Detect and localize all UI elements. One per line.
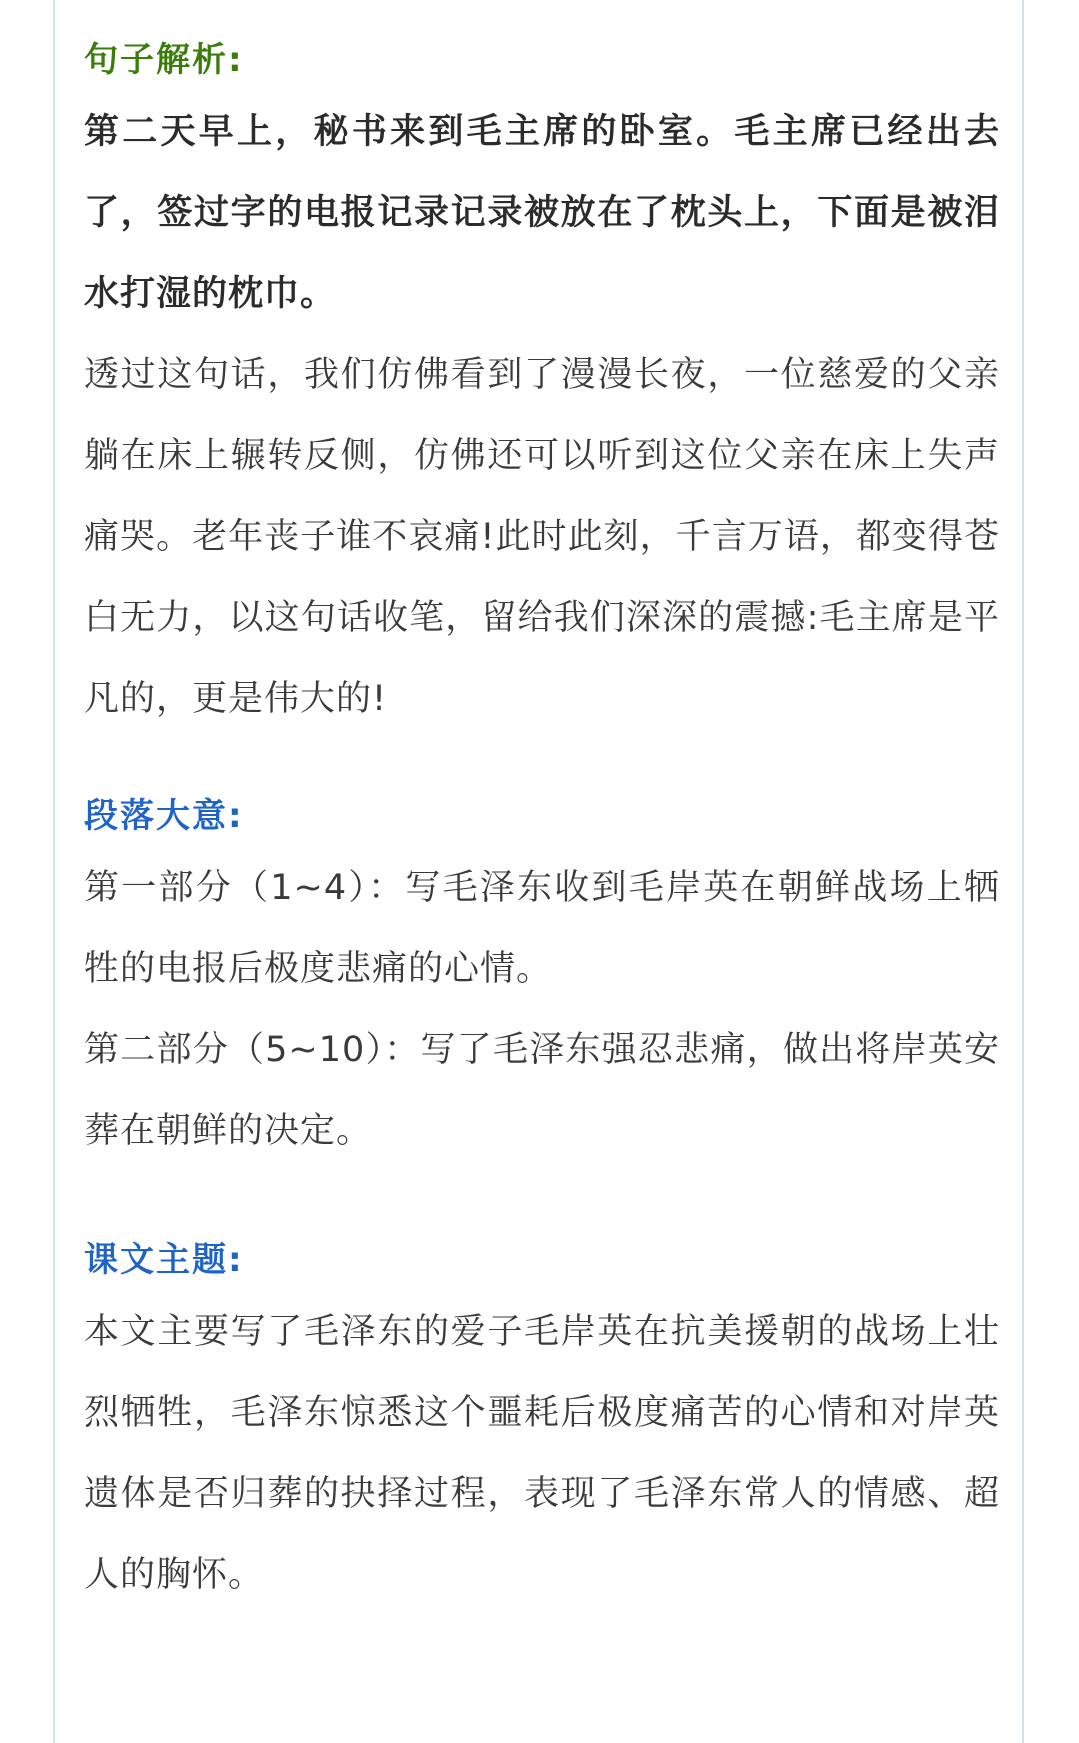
sentence-commentary: 透过这句话，我们仿佛看到了漫漫长夜，一位慈爱的父亲躺在床上辗转反侧，仿佛还可以听到这位父亲在床上失声痛哭。老年丧子谁不哀痛!此时此刻，千言万语，都变得苍白无力，以这句话收笔，留给我们深深的震撼:毛主席是平凡的，更是伟大的! [84,355,1000,719]
sentence-analysis-section [84,28,1000,740]
sentence-analysis-title: 句子解析: [84,40,244,80]
article-content [84,28,1000,1616]
section-spacer [84,740,1000,784]
left-border [53,0,55,1743]
summary-part-2: 第二部分（5~10）：写了毛泽东强忍悲痛，做出将岸英安葬在朝鲜的决定。 [84,1030,1000,1151]
theme-title: 课文主题: [84,1240,244,1280]
right-border [1022,0,1024,1743]
theme-text: 本文主要写了毛泽东的爱子毛岸英在抗美援朝的战场上壮烈牺牲，毛泽东惊悉这个噩耗后极度痛苦的心情和对岸英遗体是否归葬的抉择过程，表现了毛泽东常人的情感、超人的胸怀。 [84,1312,1000,1595]
theme-section [84,1228,1000,1616]
paragraph-summary-title: 段落大意: [84,796,244,836]
quoted-sentence: 第二天早上，秘书来到毛主席的卧室。毛主席已经出去了，签过字的电报记录记录被放在了枕头上，下面是被泪水打湿的枕巾。 [84,112,1000,314]
section-spacer [84,1172,1000,1228]
summary-part-1: 第一部分（1~4）：写毛泽东收到毛岸英在朝鲜战场上牺牲的电报后极度悲痛的心情。 [84,868,1000,989]
paragraph-summary-section [84,784,1000,1172]
